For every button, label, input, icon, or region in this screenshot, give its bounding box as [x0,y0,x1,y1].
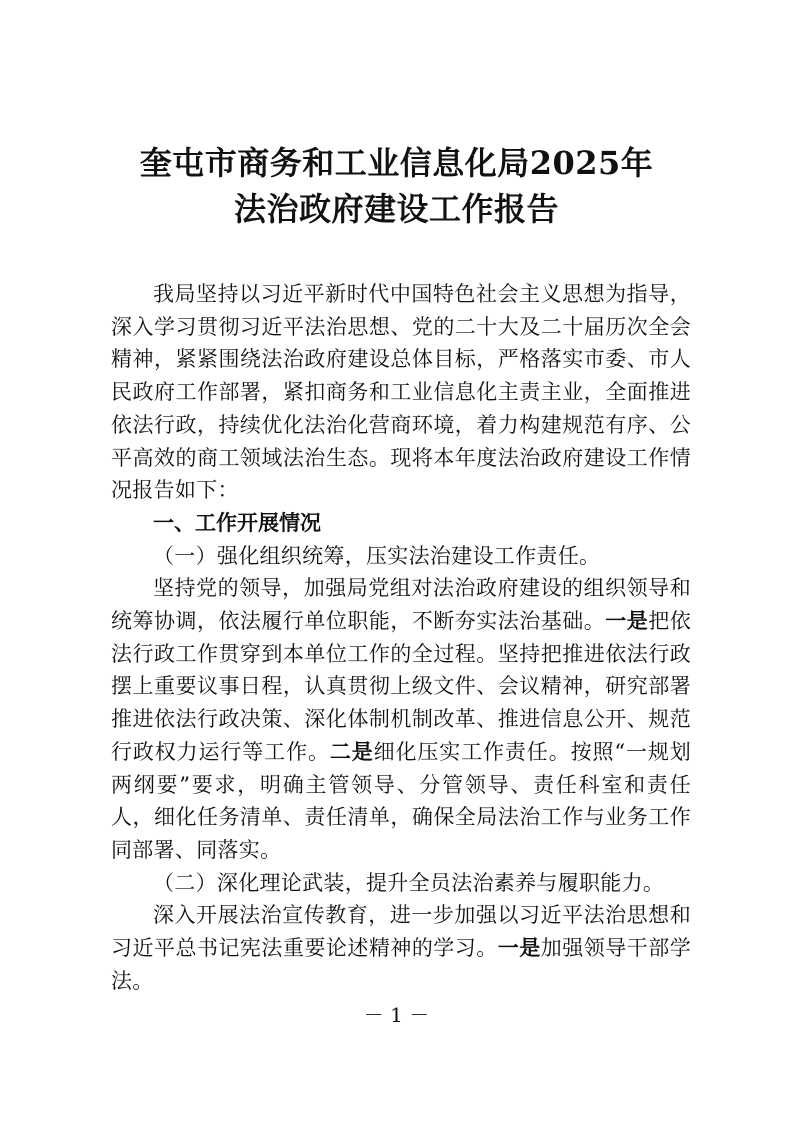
subsection-1-text-b: 把依法行政工作贯穿到本单位工作的全过程。坚持把推进依法行政摆上重要议事日程，认真贯彻上级文件、会议精神，研究部署推进依法行政决策、深化体制机制改革、推进信息公开、规范行政权力运行等工作。 [111,609,691,764]
document-title-line-1: 奎屯市商务和工业信息化局2025年 [139,144,654,182]
subsection-1-text-a: 坚持党的领导，加强局党组对法治政府建设的组织领导和统筹协调，依法履行单位职能，不断夯实法治基础。 [111,576,691,634]
page-number: － 1 － [363,1003,430,1027]
subsection-2-text-a: 深入开展法治宣传教育，进一步加强以习近平法治思想和习近平总书记宪法重要论述精神的学习。 [111,903,691,961]
intro-paragraph: 我局坚持以习近平新时代中国特色社会主义思想为指导，深入学习贯彻习近平法治思想、党的二十大及二十届历次全会精神，紧紧围绕法治政府建设总体目标，严格落实市委、市人民政府工作部署，紧扣商务和工业信息化主责主业，全面推进依法行政，持续优化法治化营商环境，着力构建规范有序、公平高效的商工领域法治生态。现将本年度法治政府建设工作情况报告如下： [111,282,691,503]
subsection-1-text-c: 细化压实工作责任。按照“一规划两纲要”要求，明确主管领导、分管领导、责任科室和责任人，细化任务清单、责任清单，确保全局法治工作与业务工作同部署、同落实。 [111,739,692,862]
subsection-2-paragraph [111,899,691,997]
subsection-1-lead-2: 二是 [329,739,374,764]
section-heading-1: 一、工作开展情况 [153,510,321,535]
subsection-2-text-b: 加强领导干部学法。 [111,936,691,993]
document-body [111,278,691,997]
subsection-1-lead-1: 一是 [605,609,649,634]
subsection-heading-2: （二）深化理论武装，提升全员法治素养与履职能力。 [153,870,665,895]
subsection-1-paragraph [111,572,691,866]
subsection-heading-1: （一）强化组织统筹，压实法治建设工作责任。 [153,543,601,568]
document-title-line-2: 法治政府建设工作报告 [233,190,559,228]
subsection-2-lead-1: 一是 [497,936,541,961]
